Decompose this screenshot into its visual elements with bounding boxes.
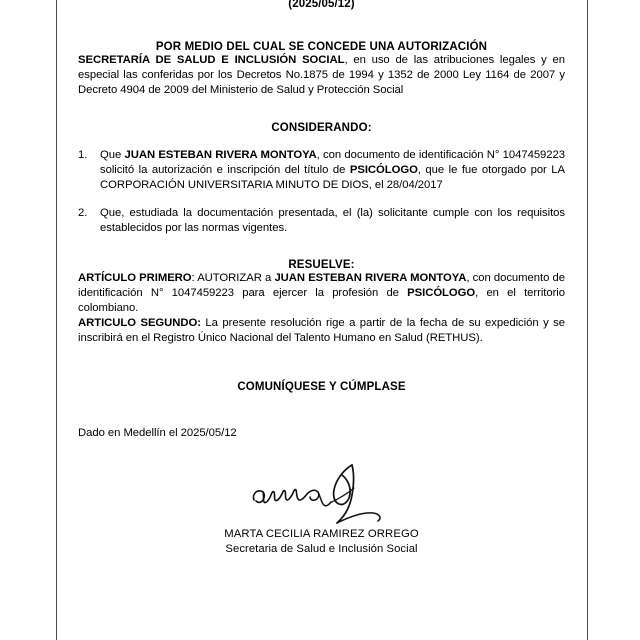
articulo-segundo-label: ARTICULO SEGUNDO:	[78, 317, 201, 330]
considerando-2-text: Que, estudiada la documentación presentada, el (la) solicitante cumple con los requisitos establecidos por las normas vigentes.	[100, 207, 565, 235]
considerando-1-intro: Que	[100, 148, 125, 161]
articulo-primero-tail: , en el territorio colombiano.	[78, 286, 565, 315]
articulo-primero-profession: PSICÓLOGO	[407, 286, 476, 299]
articulo-segundo-paragraph	[78, 316, 565, 346]
considerando-1-person-name: JUAN ESTEBAN RIVERA MONTOYA	[124, 148, 317, 161]
considerando-item-1	[100, 148, 565, 194]
articulo-primero-middle: , con documento de identificación N° 1047459223 para ejercer la profesión de	[78, 271, 565, 299]
articulo-primero-intro: : AUTORIZAR a	[191, 271, 275, 284]
articulo-primero-label: ARTÍCULO PRIMERO	[78, 271, 192, 284]
signature-block	[78, 459, 565, 556]
considerando-1-middle: , con documento de identificación N° 1047459223 solicitó la autorización e inscripción del título de	[100, 148, 565, 176]
place-and-date: Dado en Medellín el 2025/05/12	[78, 426, 237, 439]
page-right-rule	[587, 0, 588, 640]
document-content	[78, 0, 565, 556]
signer-name: MARTA CECILIA RAMIREZ ORREGO	[224, 527, 419, 540]
considerando-1-tail: , que le fue otorgado por LA CORPORACIÓN UNIVERSITARIA MINUTO DE DIOS, el 28/04/2017	[100, 163, 565, 192]
resuelve-heading: RESUELVE:	[288, 258, 355, 271]
signer-title: Secretaria de Salud e Inclusión Social	[225, 542, 418, 555]
document-title: POR MEDIO DEL CUAL SE CONCEDE UNA AUTORIZACIÓN	[155, 41, 488, 53]
considerando-item-2	[100, 206, 565, 236]
document-date-header: (2025/05/12)	[288, 0, 355, 10]
articulo-primero-person-name: JUAN ESTEBAN RIVERA MONTOYA	[274, 271, 467, 284]
considerando-1-profession: PSICÓLOGO	[349, 163, 418, 176]
issuer-name: SECRETARÍA DE SALUD E INCLUSIÓN SOCIAL	[78, 54, 345, 66]
articulo-primero-paragraph	[78, 271, 565, 317]
considerando-heading: CONSIDERANDO:	[271, 121, 372, 134]
issuer-legal-basis: , en uso de las atribuciones legales y en especial las conferidas por los Decretos No.1875 de 1994 y 1352 de 2000 Ley 1164 de 2007 y Decreto 4904 de 2009 del Ministerio de Salud y Protección Social	[78, 54, 565, 97]
considerando-list	[78, 148, 565, 237]
handwritten-signature-icon	[242, 459, 402, 531]
articulo-segundo-text: La presente resolución rige a partir de la fecha de su expedición y se inscribirá en el Registro Único Nacional del Talento Humano en Salud (RETHUS).	[78, 317, 565, 345]
closing-heading: COMUNÍQUESE Y CÚMPLASE	[237, 380, 406, 393]
issuer-paragraph	[78, 53, 565, 99]
page-left-rule	[56, 0, 57, 640]
